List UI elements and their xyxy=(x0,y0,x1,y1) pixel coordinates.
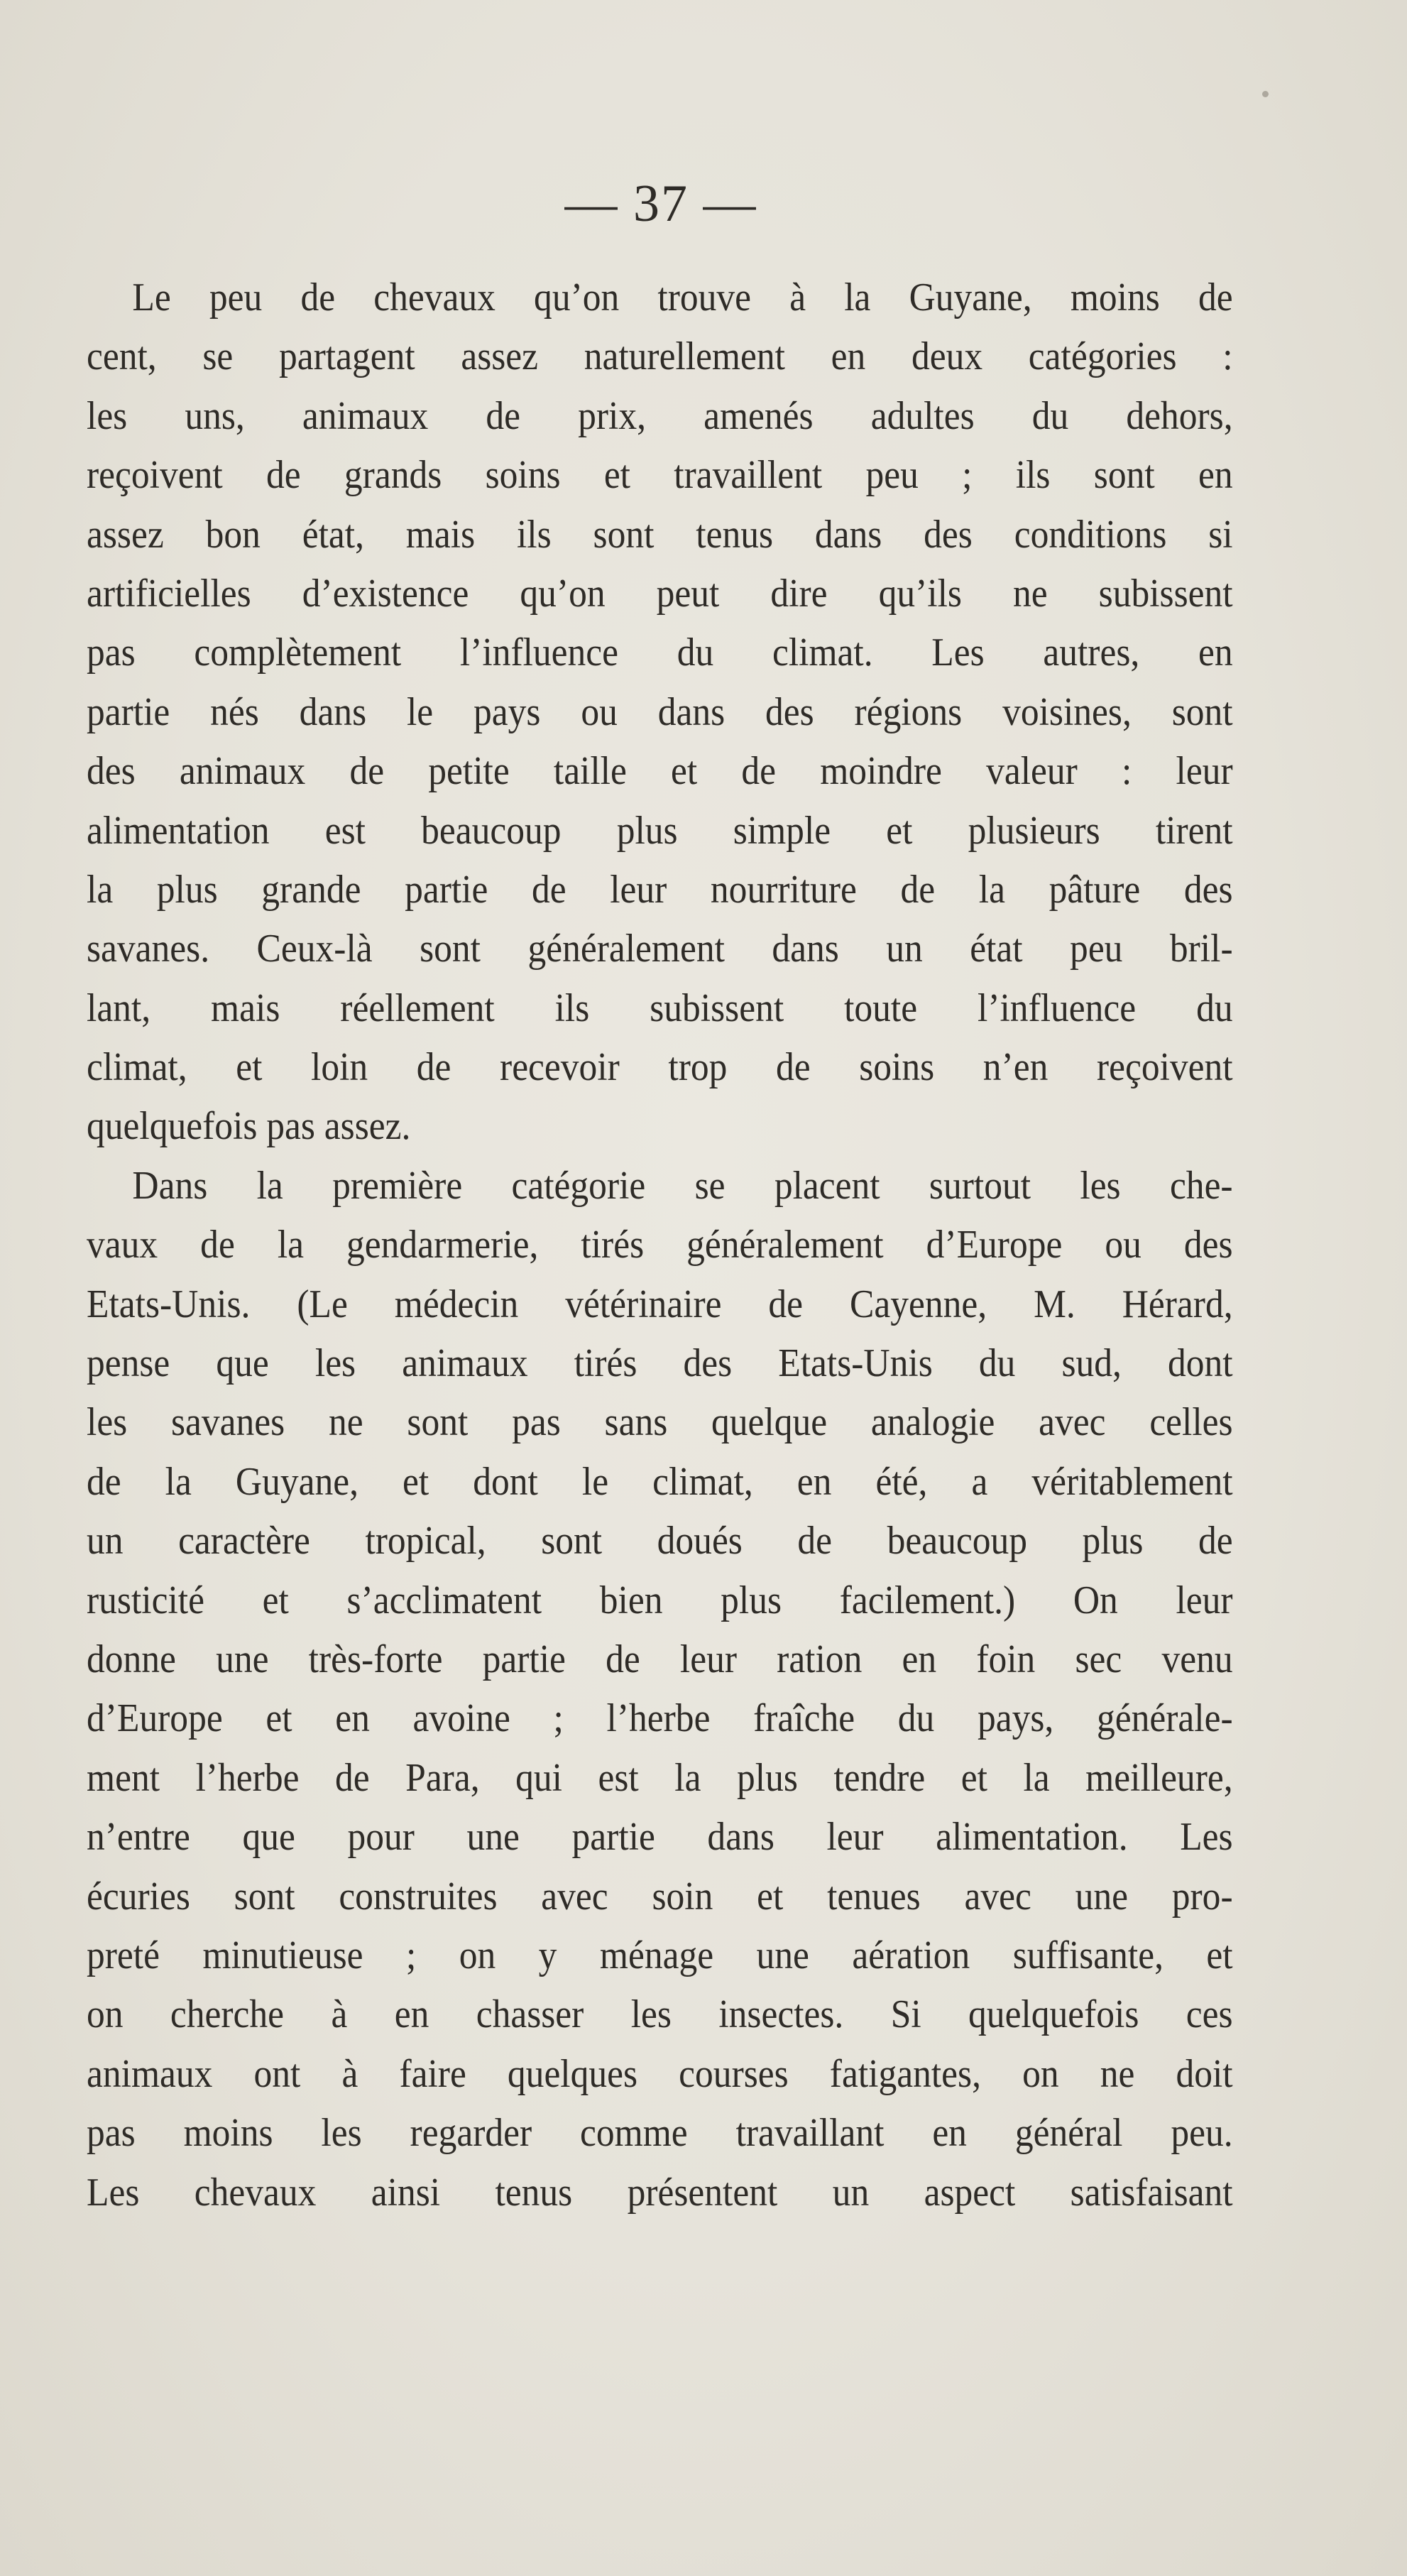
text-line: donne une très-forte partie de leur ration en foin sec venu xyxy=(87,1637,1233,1681)
text-line: Dans la première catégorie se placent surtout les che- xyxy=(132,1163,1233,1208)
text-line: alimentation est beaucoup plus simple et plusieurs tirent xyxy=(87,808,1233,853)
text-line: assez bon état, mais ils sont tenus dans des conditions si xyxy=(87,512,1233,557)
text-line: climat, et loin de recevoir trop de soins n’en reçoivent xyxy=(87,1045,1233,1090)
text-line: ment l’herbe de Para, qui est la plus tendre et la meilleure, xyxy=(87,1755,1233,1800)
page-number: — 37 — xyxy=(564,175,757,233)
text-line: n’entre que pour une partie dans leur alimentation. Les xyxy=(87,1815,1233,1860)
text-line: preté minutieuse ; on y ménage une aération suffisante, et xyxy=(87,1933,1233,1977)
text-line: artificielles d’existence qu’on peut dire qu’ils ne subissent xyxy=(87,571,1233,616)
body-text xyxy=(87,268,1233,2222)
text-line: Les chevaux ainsi tenus présentent un aspect satisfaisant xyxy=(87,2170,1233,2215)
text-line: les savanes ne sont pas sans quelque analogie avec celles xyxy=(87,1400,1233,1445)
text-line: cent, se partagent assez naturellement en deux catégories : xyxy=(87,334,1233,379)
text-line: la plus grande partie de leur nourriture de la pâture des xyxy=(87,867,1233,912)
text-line: de la Guyane, et dont le climat, en été, a véritablement xyxy=(87,1459,1233,1504)
text-line: quelquefois pas assez. xyxy=(87,1104,411,1149)
text-line: les uns, animaux de prix, amenés adultes du dehors, xyxy=(87,393,1233,438)
text-line: vaux de la gendarmerie, tirés généralement d’Europe ou des xyxy=(87,1223,1233,1267)
text-line: Etats-Unis. (Le médecin vétérinaire de Cayenne, M. Hérard, xyxy=(87,1282,1233,1326)
text-line: Le peu de chevaux qu’on trouve à la Guyane, moins de xyxy=(132,275,1233,320)
paper-speck xyxy=(1262,91,1269,97)
text-line: des animaux de petite taille et de moindre valeur : leur xyxy=(87,749,1233,794)
text-line: pas complètement l’influence du climat. Les autres, en xyxy=(87,631,1233,675)
text-line: partie nés dans le pays ou dans des régions voisines, sont xyxy=(87,689,1233,734)
text-line: rusticité et s’acclimatent bien plus facilement.) On leur xyxy=(87,1578,1233,1622)
text-line: pas moins les regarder comme travaillant en général peu. xyxy=(87,2111,1233,2156)
text-line: un caractère tropical, sont doués de beaucoup plus de xyxy=(87,1519,1233,1563)
text-line: on cherche à en chasser les insectes. Si quelquefois ces xyxy=(87,1992,1233,2037)
text-line: animaux ont à faire quelques courses fatigantes, on ne doit xyxy=(87,2051,1233,2096)
text-line: d’Europe et en avoine ; l’herbe fraîche du pays, générale- xyxy=(87,1696,1233,1741)
text-line: lant, mais réellement ils subissent toute l’influence du xyxy=(87,986,1233,1030)
text-line: savanes. Ceux-là sont généralement dans un état peu bril- xyxy=(87,927,1233,971)
text-line: reçoivent de grands soins et travaillent peu ; ils sont en xyxy=(87,453,1233,498)
text-line: écuries sont construites avec soin et tenues avec une pro- xyxy=(87,1874,1233,1919)
text-line: pense que les animaux tirés des Etats-Unis du sud, dont xyxy=(87,1341,1233,1386)
